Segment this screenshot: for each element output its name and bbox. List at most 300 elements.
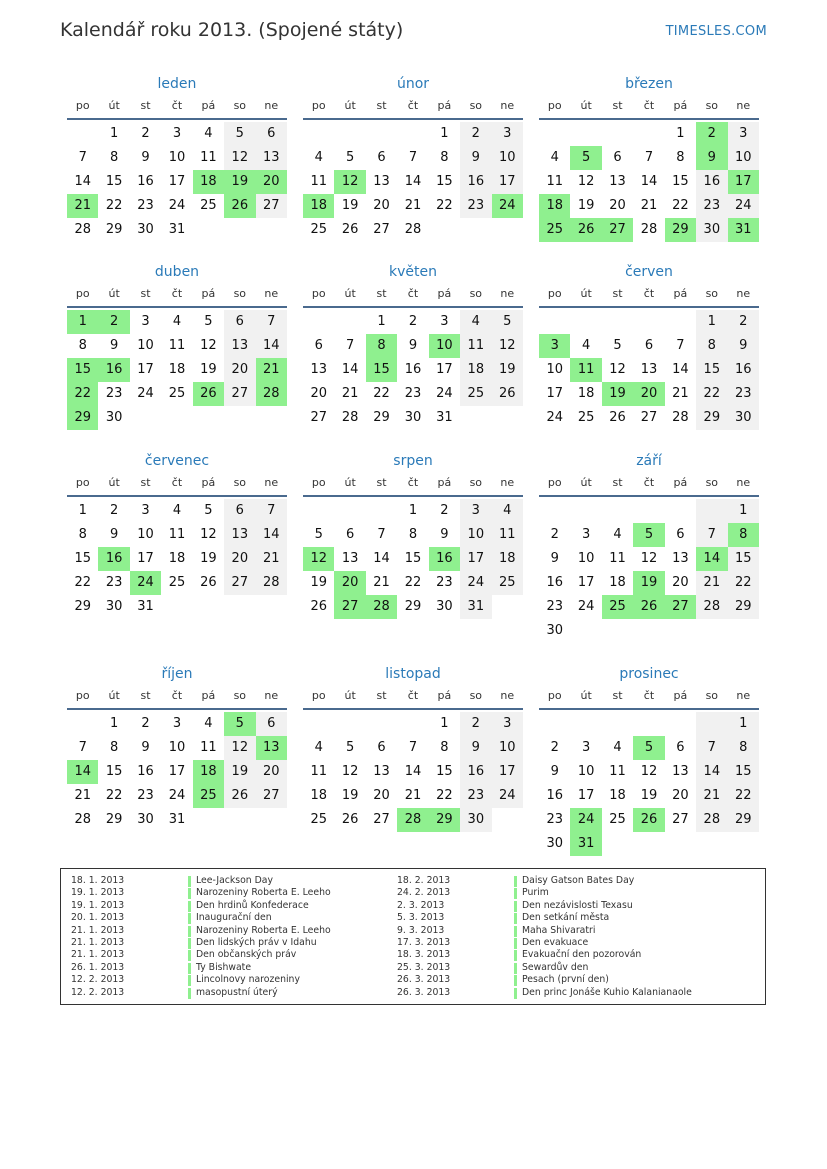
- day-cell[interactable]: 6: [256, 712, 287, 736]
- day-cell[interactable]: 24: [460, 571, 491, 595]
- day-cell[interactable]: 22: [728, 571, 759, 595]
- day-cell[interactable]: 3: [581, 527, 591, 542]
- day-cell[interactable]: 14: [74, 174, 91, 189]
- day-cell[interactable]: 23: [460, 784, 491, 808]
- day-cell[interactable]: 29: [728, 595, 759, 619]
- day-cell[interactable]: 5: [224, 122, 255, 146]
- day-cell[interactable]: 21: [373, 575, 390, 590]
- day-cell[interactable]: 28: [672, 410, 689, 425]
- day-cell[interactable]: 15: [105, 764, 123, 779]
- day-cell[interactable]: 8: [408, 527, 418, 542]
- day-cell[interactable]: 1: [440, 126, 449, 141]
- day-cell[interactable]: 6: [613, 150, 622, 165]
- day-cell[interactable]: 6: [224, 499, 255, 523]
- day-cell[interactable]: 21: [672, 386, 689, 401]
- day-cell[interactable]: 27: [256, 784, 287, 808]
- day-cell[interactable]: 22: [74, 575, 91, 590]
- day-cell[interactable]: 16: [98, 358, 129, 382]
- day-cell[interactable]: 2: [109, 503, 119, 518]
- day-cell[interactable]: 20: [672, 575, 689, 590]
- day-cell[interactable]: 23: [460, 194, 491, 218]
- day-cell[interactable]: 2: [550, 740, 559, 755]
- day-cell[interactable]: 7: [676, 338, 685, 353]
- day-cell[interactable]: 18: [539, 194, 570, 218]
- day-cell[interactable]: 18: [303, 194, 334, 218]
- day-cell[interactable]: 12: [492, 334, 523, 358]
- day-cell[interactable]: 4: [460, 310, 491, 334]
- day-cell[interactable]: 30: [696, 218, 727, 242]
- day-cell[interactable]: 10: [460, 523, 491, 547]
- day-cell[interactable]: 7: [408, 150, 418, 165]
- day-cell[interactable]: 3: [172, 716, 182, 731]
- day-cell[interactable]: 26: [310, 599, 327, 614]
- day-cell[interactable]: 24: [492, 194, 523, 218]
- day-cell[interactable]: 8: [676, 150, 685, 165]
- day-cell[interactable]: 23: [105, 575, 123, 590]
- day-cell[interactable]: 6: [676, 740, 685, 755]
- day-cell[interactable]: 12: [640, 764, 658, 779]
- day-cell[interactable]: 12: [609, 362, 626, 377]
- day-cell[interactable]: 4: [204, 126, 213, 141]
- day-cell[interactable]: 17: [577, 575, 595, 590]
- day-cell[interactable]: 20: [310, 386, 327, 401]
- day-cell[interactable]: 2: [460, 122, 491, 146]
- day-cell[interactable]: 28: [74, 812, 91, 827]
- day-cell[interactable]: 25: [193, 784, 224, 808]
- day-cell[interactable]: 10: [168, 740, 186, 755]
- day-cell[interactable]: 30: [404, 410, 422, 425]
- day-cell[interactable]: 21: [341, 386, 359, 401]
- day-cell[interactable]: 27: [373, 222, 390, 237]
- day-cell[interactable]: 16: [696, 170, 727, 194]
- day-cell[interactable]: 16: [98, 547, 129, 571]
- day-cell[interactable]: 14: [696, 547, 727, 571]
- day-cell[interactable]: 28: [696, 595, 727, 619]
- day-cell[interactable]: 23: [546, 812, 563, 827]
- day-cell[interactable]: 27: [334, 595, 365, 619]
- day-cell[interactable]: 22: [67, 382, 98, 406]
- day-cell[interactable]: 15: [105, 174, 123, 189]
- day-cell[interactable]: 20: [373, 198, 390, 213]
- day-cell[interactable]: 1: [109, 716, 119, 731]
- day-cell[interactable]: 7: [78, 740, 87, 755]
- day-cell[interactable]: 26: [200, 575, 217, 590]
- day-cell[interactable]: 1: [696, 310, 727, 334]
- day-cell[interactable]: 18: [193, 170, 224, 194]
- day-cell[interactable]: 28: [404, 222, 422, 237]
- day-cell[interactable]: 5: [345, 150, 355, 165]
- day-cell[interactable]: 17: [492, 170, 523, 194]
- day-cell[interactable]: 13: [341, 551, 359, 566]
- day-cell[interactable]: 5: [204, 503, 213, 518]
- day-cell[interactable]: 11: [310, 764, 327, 779]
- day-cell[interactable]: 19: [633, 571, 664, 595]
- day-cell[interactable]: 27: [640, 410, 658, 425]
- day-cell[interactable]: 27: [672, 812, 689, 827]
- day-cell[interactable]: 24: [728, 194, 759, 218]
- day-cell[interactable]: 2: [408, 314, 418, 329]
- day-cell[interactable]: 11: [460, 334, 491, 358]
- day-cell[interactable]: 22: [696, 382, 727, 406]
- day-cell[interactable]: 14: [67, 760, 98, 784]
- day-cell[interactable]: 11: [609, 764, 626, 779]
- day-cell[interactable]: 15: [728, 760, 759, 784]
- day-cell[interactable]: 5: [204, 314, 213, 329]
- day-cell[interactable]: 4: [613, 527, 622, 542]
- day-cell[interactable]: 19: [224, 170, 255, 194]
- day-cell[interactable]: 10: [492, 736, 523, 760]
- day-cell[interactable]: 14: [672, 362, 689, 377]
- day-cell[interactable]: 21: [696, 784, 727, 808]
- day-cell[interactable]: 7: [78, 150, 87, 165]
- day-cell[interactable]: 13: [224, 523, 255, 547]
- day-cell[interactable]: 25: [492, 571, 523, 595]
- day-cell[interactable]: 27: [665, 595, 696, 619]
- day-cell[interactable]: 11: [310, 174, 327, 189]
- day-cell[interactable]: 20: [256, 760, 287, 784]
- day-cell[interactable]: 22: [105, 788, 123, 803]
- day-cell[interactable]: 17: [168, 764, 186, 779]
- day-cell[interactable]: 26: [224, 784, 255, 808]
- day-cell[interactable]: 25: [310, 812, 327, 827]
- day-cell[interactable]: 22: [728, 784, 759, 808]
- day-cell[interactable]: 17: [546, 386, 563, 401]
- day-cell[interactable]: 29: [429, 808, 460, 832]
- day-cell[interactable]: 24: [137, 386, 154, 401]
- day-cell[interactable]: 30: [546, 623, 563, 638]
- day-cell[interactable]: 12: [577, 174, 595, 189]
- day-cell[interactable]: 10: [728, 146, 759, 170]
- day-cell[interactable]: 19: [577, 198, 595, 213]
- day-cell[interactable]: 14: [256, 523, 287, 547]
- day-cell[interactable]: 10: [137, 338, 154, 353]
- day-cell[interactable]: 4: [550, 150, 559, 165]
- day-cell[interactable]: 28: [397, 808, 428, 832]
- day-cell[interactable]: 26: [633, 808, 664, 832]
- day-cell[interactable]: 24: [168, 198, 186, 213]
- day-cell[interactable]: 13: [672, 764, 689, 779]
- day-cell[interactable]: 29: [74, 599, 91, 614]
- day-cell[interactable]: 28: [640, 222, 658, 237]
- day-cell[interactable]: 8: [696, 334, 727, 358]
- day-cell[interactable]: 16: [429, 547, 460, 571]
- day-cell[interactable]: 21: [404, 788, 422, 803]
- day-cell[interactable]: 3: [172, 126, 182, 141]
- day-cell[interactable]: 21: [74, 788, 91, 803]
- day-cell[interactable]: 1: [728, 499, 759, 523]
- day-cell[interactable]: 3: [492, 122, 523, 146]
- day-cell[interactable]: 2: [550, 527, 559, 542]
- day-cell[interactable]: 30: [137, 222, 154, 237]
- day-cell[interactable]: 9: [440, 527, 449, 542]
- day-cell[interactable]: 4: [314, 150, 323, 165]
- day-cell[interactable]: 24: [130, 571, 161, 595]
- day-cell[interactable]: 12: [334, 170, 365, 194]
- day-cell[interactable]: 9: [141, 740, 150, 755]
- day-cell[interactable]: 6: [644, 338, 654, 353]
- day-cell[interactable]: 15: [67, 358, 98, 382]
- day-cell[interactable]: 13: [609, 174, 626, 189]
- day-cell[interactable]: 11: [546, 174, 563, 189]
- day-cell[interactable]: 5: [570, 146, 601, 170]
- day-cell[interactable]: 20: [224, 547, 255, 571]
- day-cell[interactable]: 12: [303, 547, 334, 571]
- day-cell[interactable]: 6: [314, 338, 323, 353]
- day-cell[interactable]: 8: [440, 740, 449, 755]
- day-cell[interactable]: 26: [341, 812, 359, 827]
- day-cell[interactable]: 23: [137, 198, 154, 213]
- day-cell[interactable]: 25: [200, 198, 217, 213]
- day-cell[interactable]: 27: [224, 382, 255, 406]
- day-cell[interactable]: 10: [429, 334, 460, 358]
- day-cell[interactable]: 6: [224, 310, 255, 334]
- day-cell[interactable]: 15: [436, 764, 453, 779]
- day-cell[interactable]: 14: [256, 334, 287, 358]
- day-cell[interactable]: 16: [728, 358, 759, 382]
- day-cell[interactable]: 14: [341, 362, 359, 377]
- day-cell[interactable]: 17: [577, 788, 595, 803]
- day-cell[interactable]: 29: [665, 218, 696, 242]
- day-cell[interactable]: 21: [256, 547, 287, 571]
- day-cell[interactable]: 23: [728, 382, 759, 406]
- day-cell[interactable]: 29: [105, 222, 123, 237]
- day-cell[interactable]: 20: [224, 358, 255, 382]
- day-cell[interactable]: 29: [696, 406, 727, 430]
- day-cell[interactable]: 3: [141, 503, 150, 518]
- day-cell[interactable]: 4: [492, 499, 523, 523]
- day-cell[interactable]: 21: [696, 571, 727, 595]
- day-cell[interactable]: 18: [168, 362, 186, 377]
- day-cell[interactable]: 2: [696, 122, 727, 146]
- day-cell[interactable]: 18: [193, 760, 224, 784]
- day-cell[interactable]: 17: [168, 174, 186, 189]
- day-cell[interactable]: 9: [696, 146, 727, 170]
- day-cell[interactable]: 26: [193, 382, 224, 406]
- day-cell[interactable]: 20: [633, 382, 664, 406]
- day-cell[interactable]: 10: [546, 362, 563, 377]
- day-cell[interactable]: 3: [581, 740, 591, 755]
- day-cell[interactable]: 29: [105, 812, 123, 827]
- day-cell[interactable]: 1: [440, 716, 449, 731]
- day-cell[interactable]: 8: [109, 740, 119, 755]
- day-cell[interactable]: 25: [577, 410, 595, 425]
- day-cell[interactable]: 27: [373, 812, 390, 827]
- day-cell[interactable]: 19: [492, 358, 523, 382]
- day-cell[interactable]: 17: [728, 170, 759, 194]
- day-cell[interactable]: 28: [366, 595, 397, 619]
- day-cell[interactable]: 21: [404, 198, 422, 213]
- day-cell[interactable]: 22: [404, 575, 422, 590]
- day-cell[interactable]: 29: [728, 808, 759, 832]
- day-cell[interactable]: 17: [436, 362, 453, 377]
- day-cell[interactable]: 13: [224, 334, 255, 358]
- day-cell[interactable]: 1: [408, 503, 418, 518]
- day-cell[interactable]: 19: [341, 198, 359, 213]
- day-cell[interactable]: 1: [676, 126, 685, 141]
- day-cell[interactable]: 4: [613, 740, 622, 755]
- day-cell[interactable]: 10: [168, 150, 186, 165]
- day-cell[interactable]: 2: [728, 310, 759, 334]
- day-cell[interactable]: 28: [256, 382, 287, 406]
- day-cell[interactable]: 12: [640, 551, 658, 566]
- day-cell[interactable]: 11: [609, 551, 626, 566]
- day-cell[interactable]: 20: [672, 788, 689, 803]
- day-cell[interactable]: 29: [67, 406, 98, 430]
- day-cell[interactable]: 15: [436, 174, 453, 189]
- day-cell[interactable]: 23: [436, 575, 453, 590]
- day-cell[interactable]: 31: [168, 222, 186, 237]
- day-cell[interactable]: 15: [74, 551, 91, 566]
- day-cell[interactable]: 26: [492, 382, 523, 406]
- day-cell[interactable]: 11: [168, 338, 186, 353]
- day-cell[interactable]: 25: [168, 575, 186, 590]
- day-cell[interactable]: 11: [200, 740, 217, 755]
- day-cell[interactable]: 31: [436, 410, 453, 425]
- day-cell[interactable]: 13: [672, 551, 689, 566]
- day-cell[interactable]: 15: [672, 174, 689, 189]
- day-cell[interactable]: 28: [696, 808, 727, 832]
- day-cell[interactable]: 23: [696, 194, 727, 218]
- day-cell[interactable]: 3: [492, 712, 523, 736]
- day-cell[interactable]: 6: [345, 527, 355, 542]
- day-cell[interactable]: 10: [492, 146, 523, 170]
- day-cell[interactable]: 28: [341, 410, 359, 425]
- day-cell[interactable]: 1: [109, 126, 119, 141]
- day-cell[interactable]: 20: [334, 571, 365, 595]
- day-cell[interactable]: 3: [460, 499, 491, 523]
- day-cell[interactable]: 14: [373, 551, 390, 566]
- day-cell[interactable]: 6: [377, 150, 386, 165]
- day-cell[interactable]: 30: [137, 812, 154, 827]
- day-cell[interactable]: 7: [696, 736, 727, 760]
- day-cell[interactable]: 5: [492, 310, 523, 334]
- day-cell[interactable]: 5: [314, 527, 323, 542]
- day-cell[interactable]: 26: [633, 595, 664, 619]
- day-cell[interactable]: 2: [98, 310, 129, 334]
- day-cell[interactable]: 27: [310, 410, 327, 425]
- day-cell[interactable]: 14: [404, 174, 422, 189]
- day-cell[interactable]: 4: [314, 740, 323, 755]
- day-cell[interactable]: 8: [109, 150, 119, 165]
- day-cell[interactable]: 25: [539, 218, 570, 242]
- day-cell[interactable]: 8: [440, 150, 449, 165]
- day-cell[interactable]: 15: [366, 358, 397, 382]
- day-cell[interactable]: 5: [613, 338, 622, 353]
- day-cell[interactable]: 31: [460, 595, 491, 619]
- day-cell[interactable]: 17: [492, 760, 523, 784]
- day-cell[interactable]: 9: [550, 551, 559, 566]
- day-cell[interactable]: 10: [577, 551, 595, 566]
- day-cell[interactable]: 13: [373, 764, 390, 779]
- day-cell[interactable]: 25: [609, 812, 626, 827]
- day-cell[interactable]: 15: [404, 551, 422, 566]
- day-cell[interactable]: 15: [696, 358, 727, 382]
- day-cell[interactable]: 12: [200, 527, 217, 542]
- day-cell[interactable]: 26: [341, 222, 359, 237]
- day-cell[interactable]: 8: [366, 334, 397, 358]
- day-cell[interactable]: 5: [633, 523, 664, 547]
- day-cell[interactable]: 20: [609, 198, 626, 213]
- day-cell[interactable]: 27: [602, 218, 633, 242]
- day-cell[interactable]: 14: [404, 764, 422, 779]
- day-cell[interactable]: 9: [460, 736, 491, 760]
- day-cell[interactable]: 7: [345, 338, 355, 353]
- day-cell[interactable]: 28: [256, 571, 287, 595]
- day-cell[interactable]: 7: [408, 740, 418, 755]
- brand-link[interactable]: TIMESLES.COM: [665, 24, 767, 39]
- day-cell[interactable]: 10: [577, 764, 595, 779]
- day-cell[interactable]: 12: [200, 338, 217, 353]
- day-cell[interactable]: 20: [256, 170, 287, 194]
- day-cell[interactable]: 6: [676, 527, 685, 542]
- day-cell[interactable]: 9: [408, 338, 418, 353]
- day-cell[interactable]: 16: [460, 170, 491, 194]
- day-cell[interactable]: 17: [137, 551, 154, 566]
- day-cell[interactable]: 25: [168, 386, 186, 401]
- day-cell[interactable]: 30: [105, 410, 123, 425]
- day-cell[interactable]: 30: [436, 599, 453, 614]
- day-cell[interactable]: 3: [539, 334, 570, 358]
- day-cell[interactable]: 26: [570, 218, 601, 242]
- day-cell[interactable]: 5: [345, 740, 355, 755]
- day-cell[interactable]: 19: [224, 760, 255, 784]
- day-cell[interactable]: 15: [728, 547, 759, 571]
- day-cell[interactable]: 4: [172, 503, 182, 518]
- day-cell[interactable]: 30: [105, 599, 123, 614]
- day-cell[interactable]: 1: [67, 310, 98, 334]
- day-cell[interactable]: 14: [696, 760, 727, 784]
- day-cell[interactable]: 21: [640, 198, 658, 213]
- day-cell[interactable]: 7: [644, 150, 654, 165]
- day-cell[interactable]: 1: [78, 503, 87, 518]
- day-cell[interactable]: 25: [460, 382, 491, 406]
- day-cell[interactable]: 1: [728, 712, 759, 736]
- day-cell[interactable]: 31: [137, 599, 154, 614]
- day-cell[interactable]: 8: [728, 523, 759, 547]
- day-cell[interactable]: 11: [168, 527, 186, 542]
- day-cell[interactable]: 13: [373, 174, 390, 189]
- day-cell[interactable]: 19: [310, 575, 327, 590]
- day-cell[interactable]: 2: [440, 503, 449, 518]
- day-cell[interactable]: 18: [310, 788, 327, 803]
- day-cell[interactable]: 29: [373, 410, 390, 425]
- day-cell[interactable]: 16: [137, 764, 154, 779]
- day-cell[interactable]: 24: [492, 784, 523, 808]
- day-cell[interactable]: 23: [137, 788, 154, 803]
- day-cell[interactable]: 7: [377, 527, 386, 542]
- day-cell[interactable]: 21: [67, 194, 98, 218]
- day-cell[interactable]: 9: [728, 334, 759, 358]
- day-cell[interactable]: 16: [546, 575, 563, 590]
- day-cell[interactable]: 29: [404, 599, 422, 614]
- day-cell[interactable]: 9: [109, 338, 119, 353]
- day-cell[interactable]: 16: [460, 760, 491, 784]
- day-cell[interactable]: 1: [377, 314, 386, 329]
- day-cell[interactable]: 18: [609, 788, 626, 803]
- day-cell[interactable]: 3: [728, 122, 759, 146]
- day-cell[interactable]: 2: [141, 126, 150, 141]
- day-cell[interactable]: 5: [224, 712, 255, 736]
- day-cell[interactable]: 23: [546, 599, 563, 614]
- day-cell[interactable]: 30: [460, 808, 491, 832]
- day-cell[interactable]: 19: [200, 551, 217, 566]
- day-cell[interactable]: 2: [141, 716, 150, 731]
- day-cell[interactable]: 16: [546, 788, 563, 803]
- day-cell[interactable]: 8: [78, 338, 87, 353]
- day-cell[interactable]: 11: [570, 358, 601, 382]
- day-cell[interactable]: 12: [224, 736, 255, 760]
- day-cell[interactable]: 14: [640, 174, 658, 189]
